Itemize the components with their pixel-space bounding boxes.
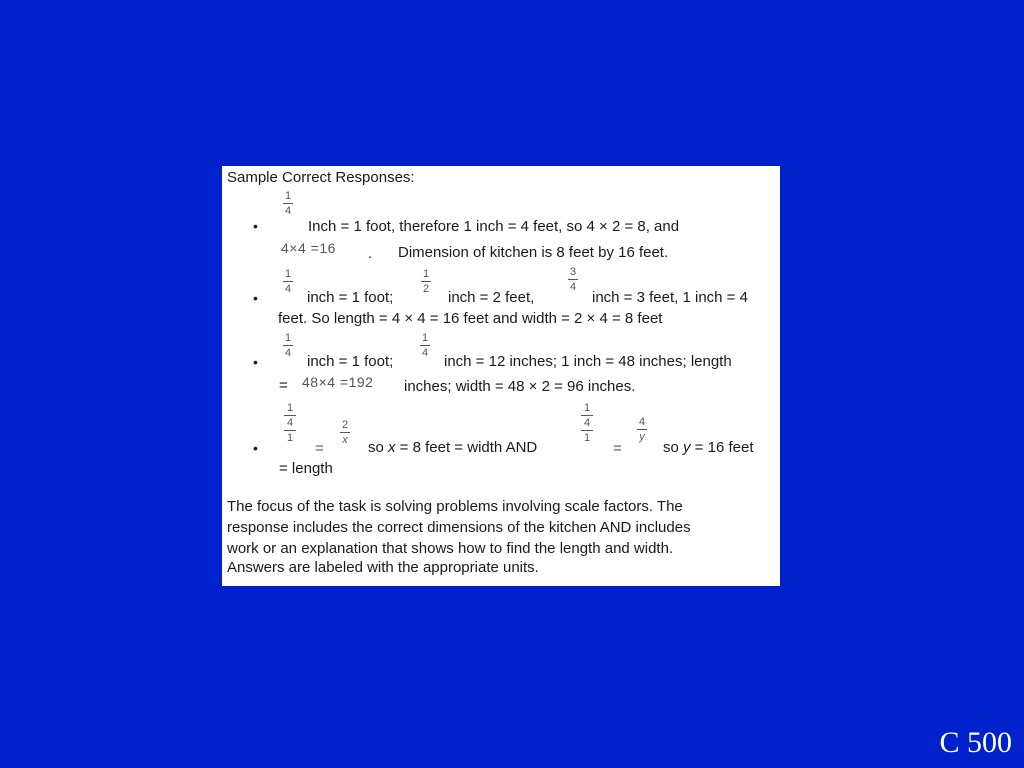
numerator: 3 [569, 266, 577, 278]
response-2-line-2: feet. So length = 4 × 4 = 16 feet and width = 2 × 4 = 8 feet [278, 310, 663, 327]
equation-48x4: 48×4 =192 [302, 374, 374, 390]
denominator: 4 [284, 347, 292, 359]
fraction-bar [283, 281, 293, 282]
numerator: 1 [284, 190, 292, 202]
fraction-one-fourth [283, 190, 293, 217]
denominator: x [342, 434, 348, 446]
equals-sign: = [315, 440, 324, 457]
variable-y: y [683, 439, 691, 456]
numerator: 1 [422, 268, 430, 280]
focus-line-1: The focus of the task is solving problems involving scale factors. The [227, 498, 683, 515]
response-2-text-2: inch = 2 feet, [448, 289, 535, 306]
fraction-bar [568, 279, 578, 280]
fraction-bar [283, 203, 293, 204]
bullet-2: • [253, 290, 258, 306]
bullet-4: • [253, 440, 258, 456]
fraction-one-half [421, 268, 431, 295]
fraction-bar [420, 345, 430, 346]
fraction-one-fourth [420, 332, 430, 359]
fraction-two-over-x [340, 419, 350, 446]
denominator: 4 [284, 205, 292, 217]
bullet-3: • [253, 354, 258, 370]
fraction-three-fourths [568, 266, 578, 293]
denominator: 2 [422, 283, 430, 295]
response-card [222, 166, 780, 586]
focus-line-4: Answers are labeled with the appropriate units. [227, 559, 539, 576]
numerator: 1 [284, 332, 292, 344]
numerator: 4 [638, 416, 646, 428]
response-4-text-2 [663, 439, 753, 458]
fraction-one-fourth [283, 268, 293, 295]
denominator: 4 [286, 417, 294, 429]
response-1-line-2: Dimension of kitchen is 8 feet by 16 feet. [398, 244, 669, 261]
fraction-bar [283, 345, 293, 346]
denominator: 1 [286, 432, 294, 444]
fraction-four-over-y [637, 416, 647, 443]
slide-footer-label: C 500 [939, 726, 1012, 759]
fraction-bar [421, 281, 431, 282]
numerator: 1 [583, 402, 591, 414]
response-3-text-2: inch = 12 inches; 1 inch = 48 inches; length [444, 353, 732, 370]
bullet-1: • [253, 218, 258, 234]
numerator: 1 [286, 402, 294, 414]
text-suffix: = 16 feet [690, 439, 754, 456]
fraction-bar [637, 429, 647, 430]
response-4-text-1 [368, 439, 537, 458]
focus-line-2: response includes the correct dimensions of the kitchen AND includes [227, 519, 691, 536]
denominator: 4 [421, 347, 429, 359]
text-suffix: = 8 feet = width AND [395, 439, 538, 456]
response-4-line-2: = length [279, 460, 333, 477]
text-prefix: so [663, 439, 684, 456]
denominator: 4 [569, 281, 577, 293]
response-1-line-1: Inch = 1 foot, therefore 1 inch = 4 feet, so 4 × 2 = 8, and [308, 218, 680, 235]
text-prefix: so [368, 439, 389, 456]
response-2-text-1: inch = 1 foot; [307, 289, 394, 306]
fraction-bar [284, 415, 296, 416]
fraction-bar [284, 430, 296, 431]
variable-x: x [388, 439, 396, 456]
complex-fraction-quarter-over-one [284, 402, 296, 444]
fraction-bar [581, 415, 593, 416]
fraction-bar [581, 430, 593, 431]
response-2-text-3: inch = 3 feet, 1 inch = 4 [592, 289, 748, 306]
fraction-bar [340, 432, 350, 433]
complex-fraction-quarter-over-one [581, 402, 593, 444]
equals-sign: = [613, 440, 622, 457]
denominator: 4 [284, 283, 292, 295]
response-3-text-3: inches; width = 48 × 2 = 96 inches. [404, 378, 636, 395]
denominator: y [639, 431, 645, 443]
focus-line-3: work or an explanation that shows how to find the length and width. [227, 540, 674, 557]
numerator: 1 [421, 332, 429, 344]
denominator: 4 [583, 417, 591, 429]
equals-sign: = [279, 377, 288, 394]
denominator: 1 [583, 432, 591, 444]
fraction-one-fourth [283, 332, 293, 359]
response-3-text-1: inch = 1 foot; [307, 353, 394, 370]
numerator: 2 [341, 419, 349, 431]
equation-4x4: 4×4 =16 [281, 240, 336, 256]
period-mark: . [368, 245, 373, 262]
numerator: 1 [284, 268, 292, 280]
card-heading: Sample Correct Responses: [227, 169, 415, 186]
